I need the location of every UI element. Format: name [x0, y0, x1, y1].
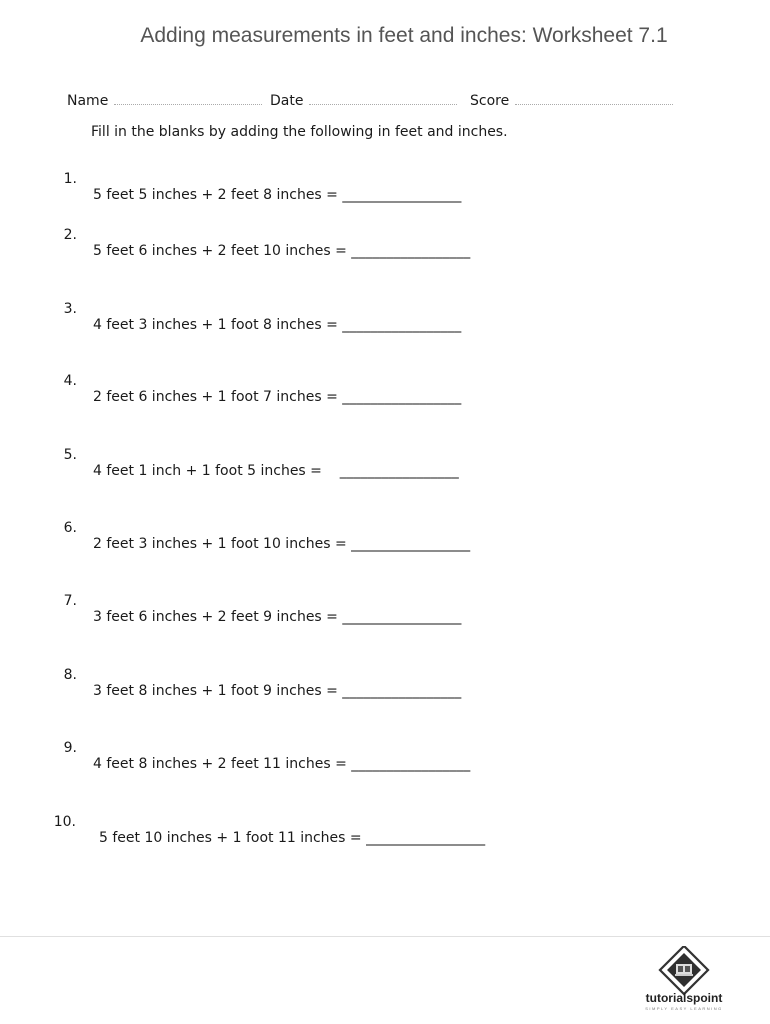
worksheet-title: Adding measurements in feet and inches: Worksheet 7.1	[140, 24, 668, 47]
question-number: 4.	[63, 373, 77, 389]
question-text: 5 feet 5 inches + 2 feet 8 inches = _________________	[93, 187, 462, 203]
question-item	[0, 577, 462, 641]
question-number: 7.	[63, 593, 77, 609]
question-text: 5 feet 6 inches + 2 feet 10 inches = _________________	[93, 243, 471, 259]
score-dotted-line	[515, 103, 673, 105]
question-number: 3.	[63, 301, 77, 317]
question-item	[0, 724, 471, 788]
question-number: 2.	[63, 227, 77, 243]
question-number: 8.	[63, 667, 77, 683]
question-item	[0, 285, 462, 349]
question-number: 1.	[63, 171, 77, 187]
question-text: 4 feet 1 inch + 1 foot 5 inches = _________________	[93, 463, 459, 479]
brand-tagline: SIMPLY EASY LEARNING	[645, 1006, 723, 1011]
name-field	[67, 93, 262, 109]
name-label: Name	[67, 93, 109, 109]
question-text: 4 feet 3 inches + 1 foot 8 inches = _________________	[93, 317, 462, 333]
question-text: 3 feet 6 inches + 2 feet 9 inches = _________________	[93, 609, 462, 625]
date-field	[270, 93, 457, 109]
name-dotted-line	[114, 103, 262, 105]
score-label: Score	[470, 93, 510, 109]
question-text: 2 feet 3 inches + 1 foot 10 inches = _________________	[93, 536, 471, 552]
footer-divider	[0, 936, 770, 937]
question-number: 9.	[63, 740, 77, 756]
instruction-text: Fill in the blanks by adding the following in feet and inches.	[91, 124, 508, 140]
date-label: Date	[270, 93, 304, 109]
question-text: 5 feet 10 inches + 1 foot 11 inches = _________________	[99, 830, 486, 846]
question-text: 4 feet 8 inches + 2 feet 11 inches = _________________	[93, 756, 471, 772]
question-item	[0, 357, 462, 421]
date-dotted-line	[309, 103, 457, 105]
question-number: 5.	[63, 447, 77, 463]
question-item	[0, 651, 462, 715]
question-number: 10.	[53, 814, 76, 830]
question-item	[0, 155, 462, 219]
question-text: 3 feet 8 inches + 1 foot 9 inches = _________________	[93, 683, 462, 699]
question-item	[0, 798, 486, 862]
question-number: 6.	[63, 520, 77, 536]
question-text: 2 feet 6 inches + 1 foot 7 inches = _________________	[93, 389, 462, 405]
question-item	[0, 504, 471, 568]
question-item	[0, 431, 459, 495]
score-field	[470, 93, 673, 109]
question-item	[0, 211, 471, 275]
brand-name: tutorialspoint	[645, 991, 723, 1005]
